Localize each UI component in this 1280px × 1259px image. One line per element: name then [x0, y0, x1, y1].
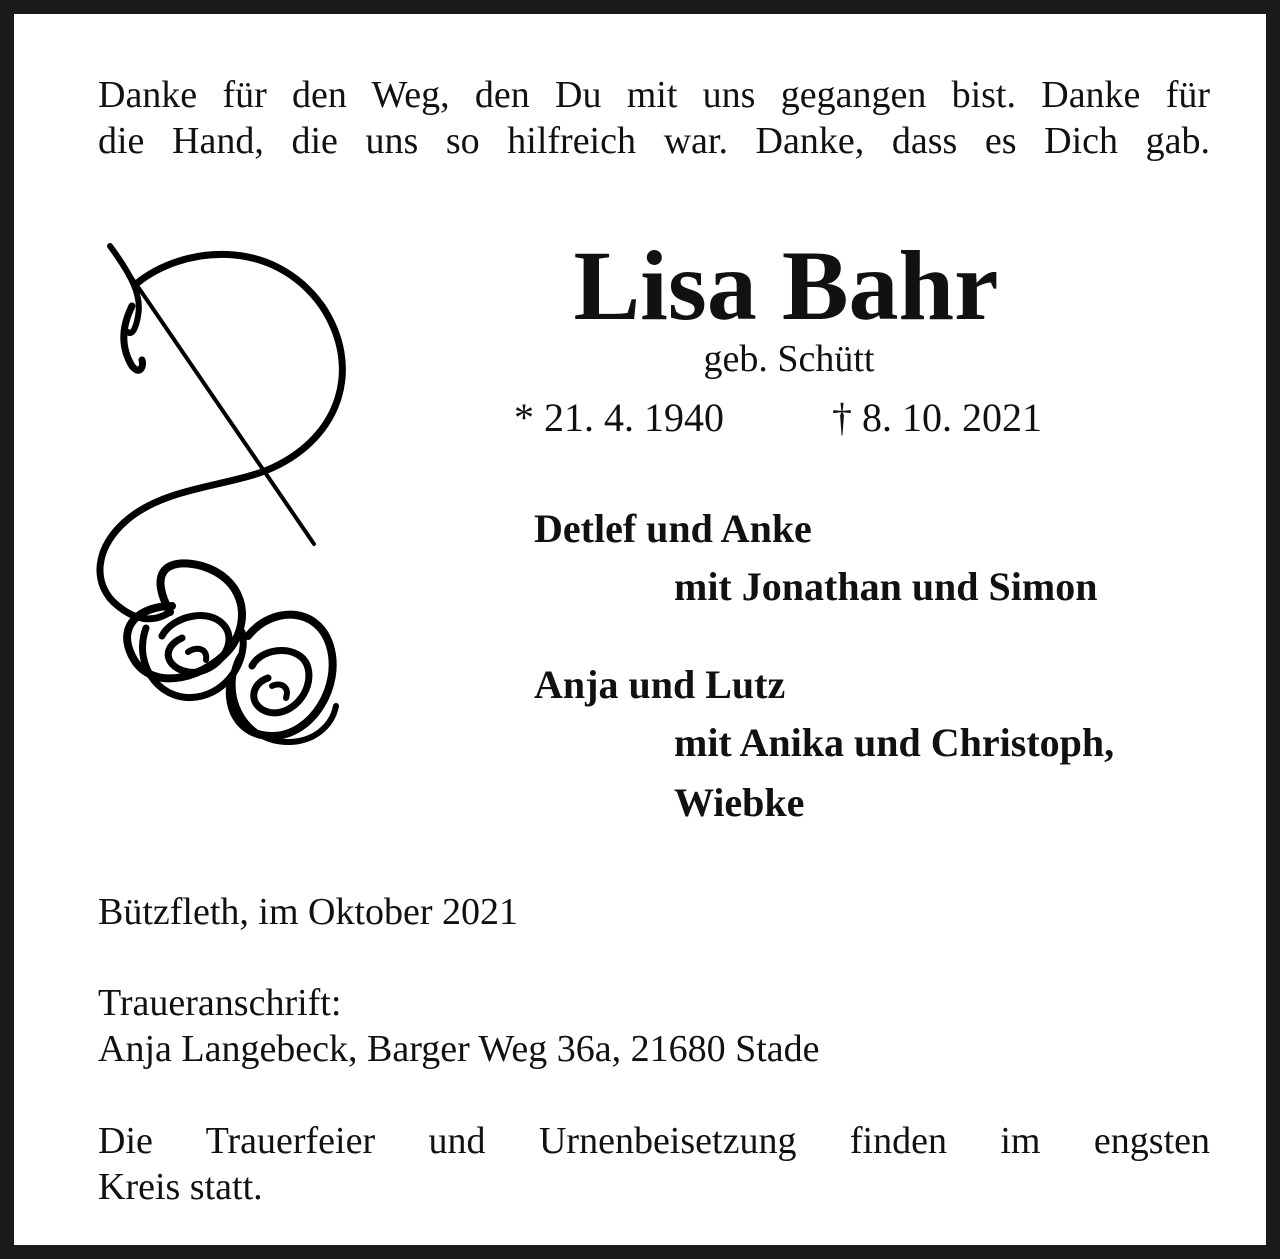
poem-line-2: die Hand, die uns so hilfreich war. Danke, dass es Dich gab. — [98, 120, 1210, 162]
mourner-family-2-children-cont: Wiebke — [674, 780, 805, 825]
address-label: Traueranschrift: — [98, 982, 342, 1024]
mourner-family-1-children: mit Jonathan und Simon — [674, 564, 1098, 609]
maiden-name: geb. Schütt — [703, 338, 875, 380]
mourner-family-1: Detlef und Anke — [534, 506, 812, 551]
ceremony-notice-line-2: Kreis statt. — [98, 1166, 263, 1208]
needle-shaft — [110, 246, 314, 544]
place-and-date: Bützfleth, im Oktober 2021 — [98, 891, 519, 933]
thread-coil-right — [230, 615, 336, 742]
ceremony-notice-line-1: Die Trauerfeier und Urnenbeisetzung finden im engsten — [98, 1120, 1210, 1162]
ceremony-notice — [98, 1118, 1210, 1210]
poem-line-1: Danke für den Weg, den Du mit uns gegangen bist. Danke für — [98, 74, 1210, 116]
thread-coil-left — [127, 563, 243, 697]
mourner-family-2: Anja und Lutz — [534, 662, 786, 707]
death-date: † 8. 10. 2021 — [832, 395, 1042, 440]
needle-and-thread-icon — [92, 236, 354, 756]
mourning-address: Anja Langebeck, Barger Weg 36a, 21680 Stade — [98, 1028, 820, 1070]
birth-date: * 21. 4. 1940 — [514, 395, 724, 440]
deceased-name: Lisa Bahr — [573, 230, 999, 341]
mourner-family-2-children: mit Anika und Christoph, — [674, 720, 1115, 765]
poem-text — [98, 72, 1210, 164]
